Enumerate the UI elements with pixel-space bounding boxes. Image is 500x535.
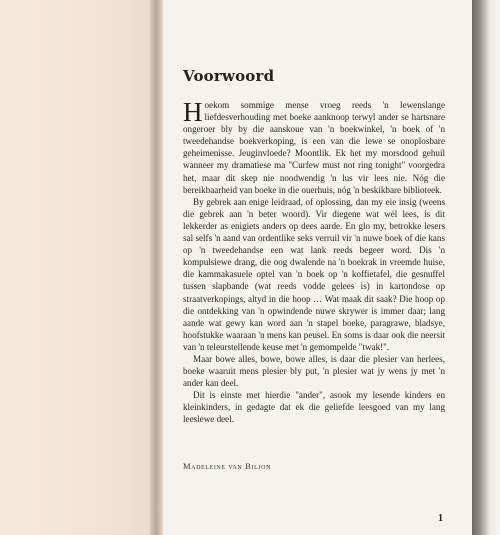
paragraph-2: By gebrek aan enige leidraad, of oplossing, dan my eie insig (weens die gebrek aan 'n beter woord). Vir diegene wat wél lees, is dit lekkerder as enigiets anders op dees aarde. En glo my, betrokke lesers sal selfs 'n aand van ordentlike seks verruil vir 'n nuwe boek of die kans op 'n tweedehandse een wat lank reeds begeer word. Dis 'n kompulsiewe drang, die oog dwalende na 'n boekrak in vreemde huise, die kammakasuele optel van 'n boek op 'n koffietafel, die gesnuffel tussen slapbande (wat reeds vodde gelees is) in kartondose op straatverkopings, altyd in die hoop … Wat maak dit saak? Die hoop op die ontdekking van 'n opwindende nuwe skrywer is immer daar; lang aande wat gewy kan word aan 'n stapel boeke, paragrawe, bladsye, hoofstukke waaraan 'n mens kan peusel. En soms is daar ook die neersit van 'n teleurstellende keuse met 'n gemompelde "twak!". (183, 196, 445, 352)
paragraph-3: Maar bowe alles, bowe, bowe alles, is daar die plesier van herlees, boeke waaruit mens plesier bly put, 'n plesier wat jy wens jy met 'n ander kan deel. (183, 353, 445, 389)
author-name: Madeleine van Biljon (183, 461, 272, 471)
paragraph-1 (183, 99, 445, 196)
book-gutter (150, 0, 164, 535)
drop-cap: H (183, 97, 203, 127)
page-number: 1 (438, 513, 443, 524)
page-edge-shadow (472, 0, 500, 535)
author-signature (183, 461, 271, 471)
paragraph-4: Dit is einste met hierdie "ander", asook my lesende kinders en kleinkinders, in gedagte dat ek die geliefde leesgoed van my lang leeslewe deel. (183, 390, 445, 425)
foreword-body (183, 99, 445, 426)
left-page (0, 0, 152, 535)
page-title: Voorwoord (183, 67, 275, 85)
paragraph-1-text: oekom sommige mense vroeg reeds 'n lewenslange liefdesverhouding met boeke aanknoop terwyl ander se hartsnare ongeroer bly by die aanskoue van 'n boekwinkel, 'n boek of 'n tweedehandse boekverkoping, is een van die lewe se onoplosbare geheimenisse. Jeuginvloede? Moontlik. Ek het my morsdood gehuil wanneer my dramatiese ma "Curfew must not ring tonight" voorgedra het, maar dit skep nie noodwendig 'n lus vir lees nie. Nóg die bereikbaarheid van boeke in die ouerhuis, nóg 'n beskikbare biblioteek. (183, 100, 445, 195)
